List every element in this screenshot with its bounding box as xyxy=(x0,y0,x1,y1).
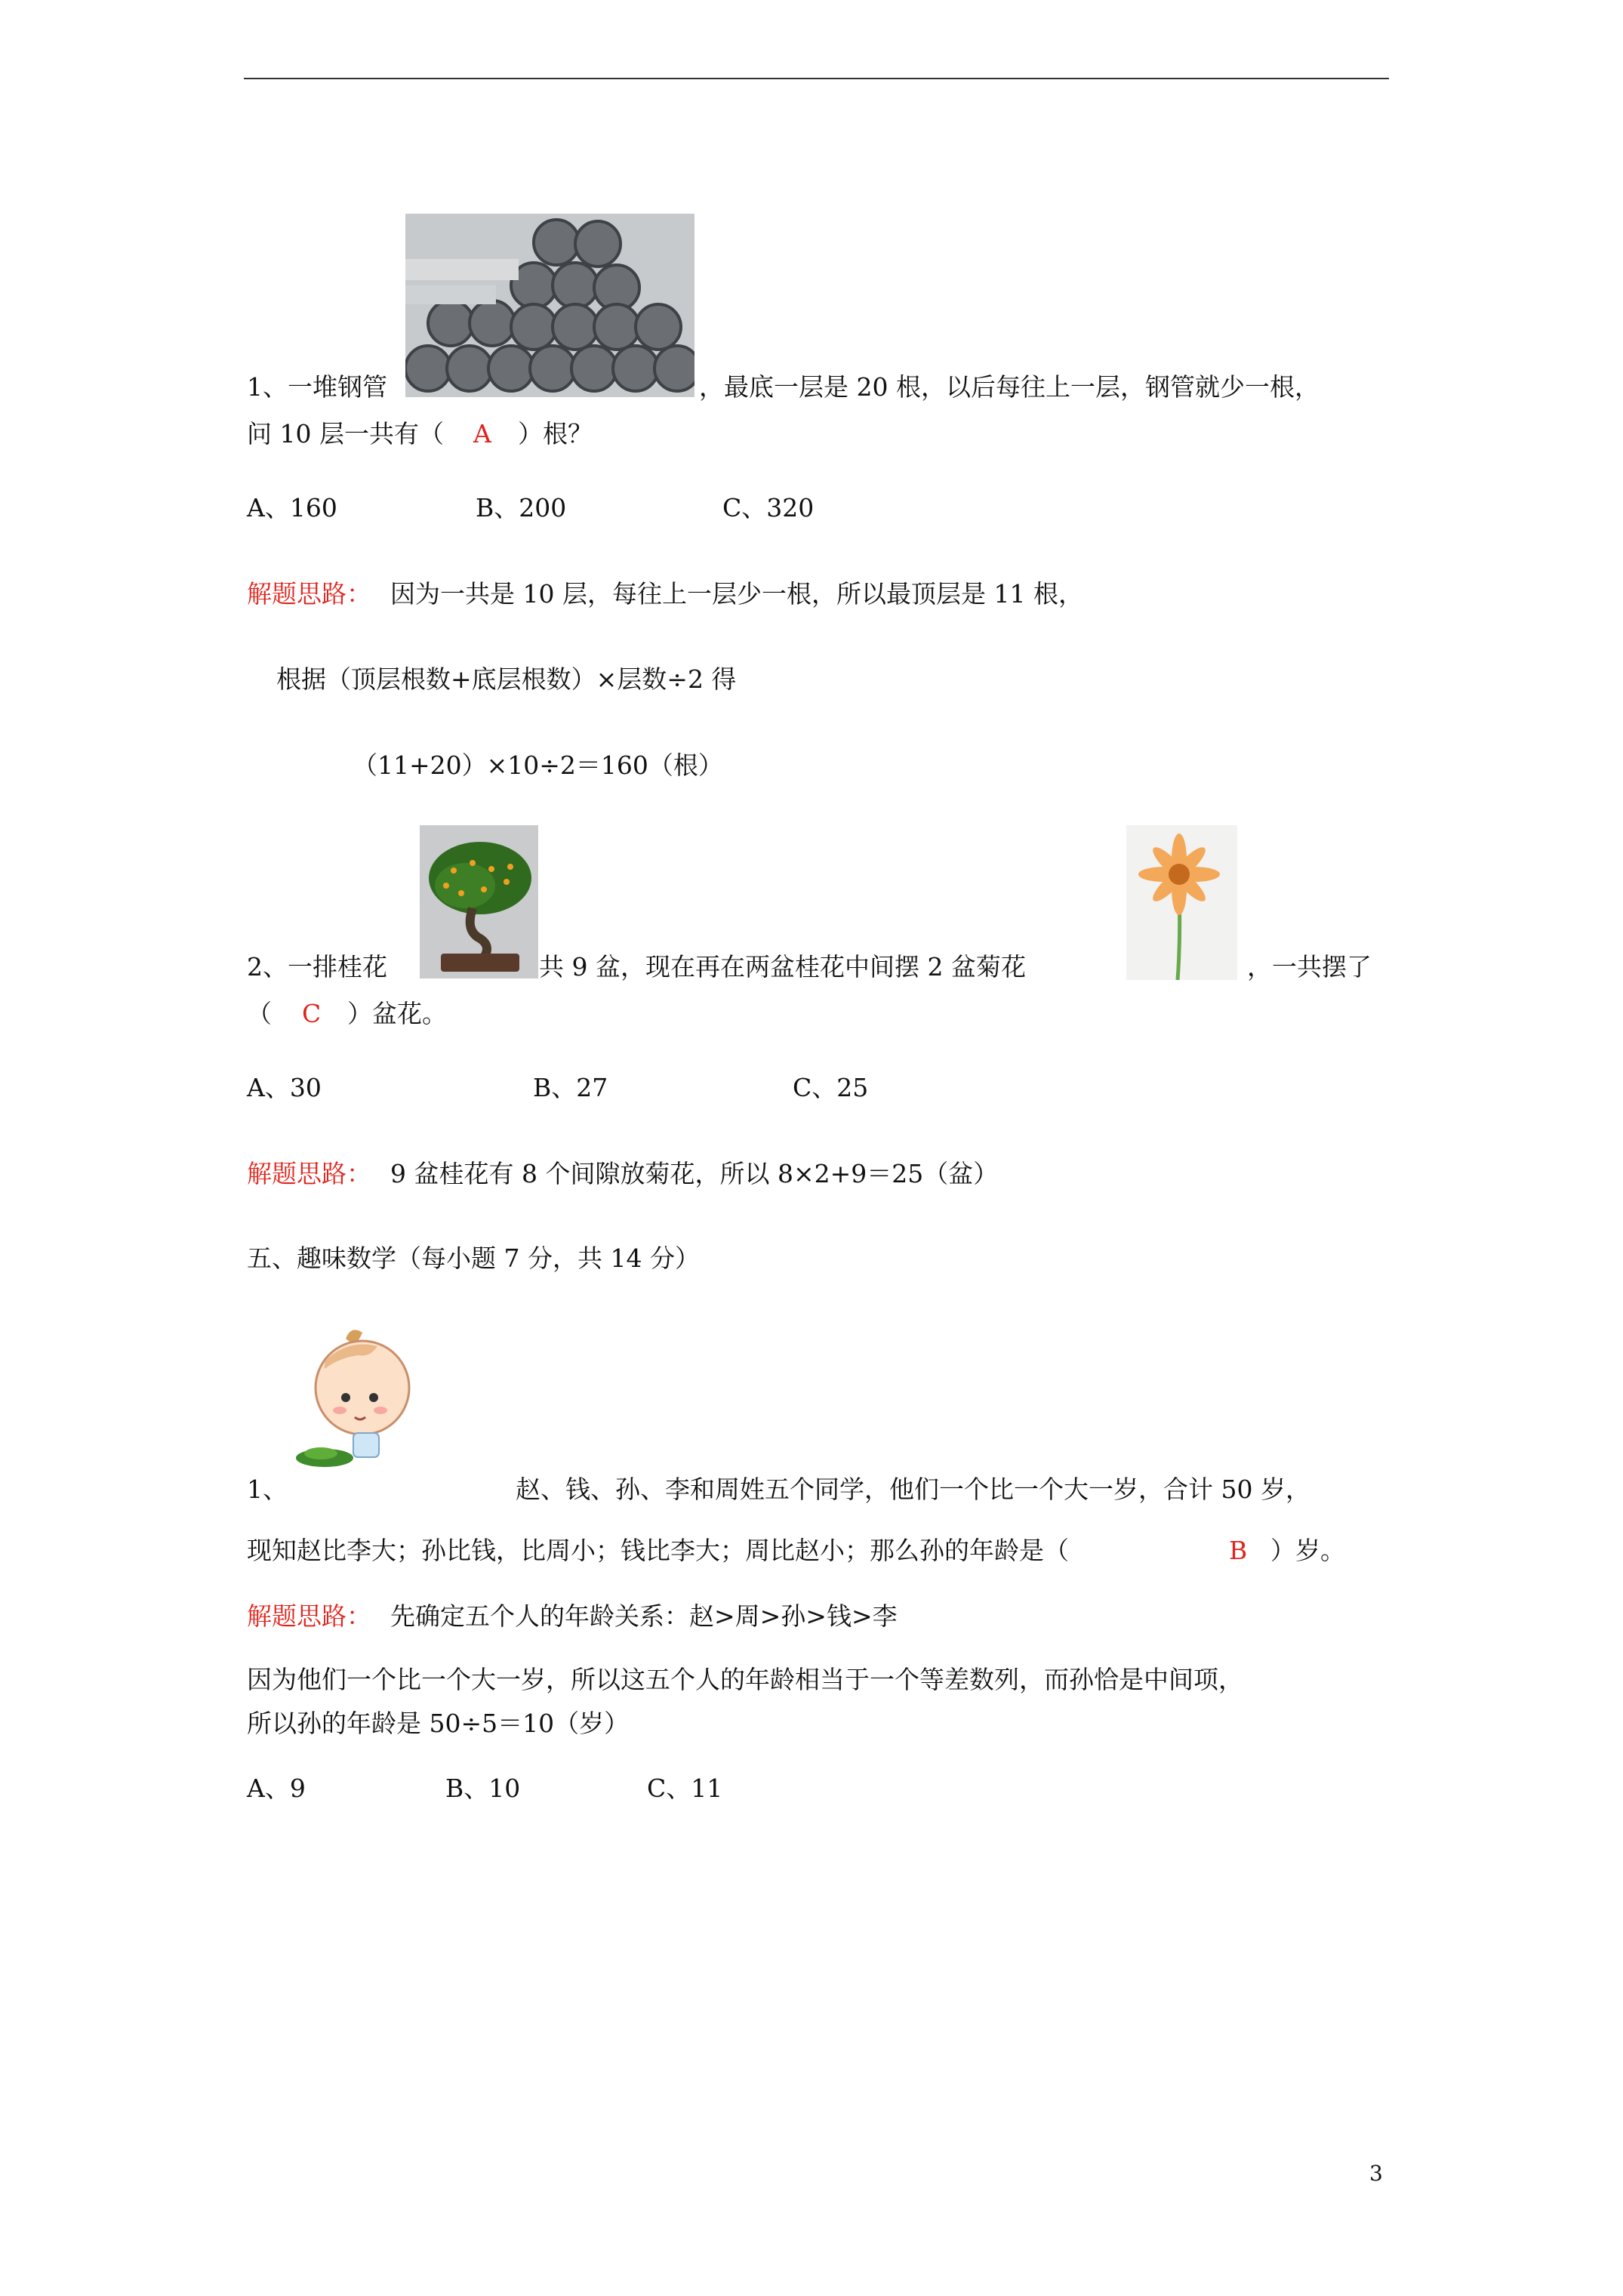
q2-answer: C xyxy=(302,999,322,1028)
q3-explain-line1: 因为他们一个比一个大一岁，所以这五个人的年龄相当于一个等差数列，而孙恰是中间项， xyxy=(247,1665,1243,1694)
q2-line2-suffix: ）盆花。 xyxy=(347,999,447,1028)
q3-hint-label: 解题思路： xyxy=(247,1601,371,1631)
q3-option-c: C、11 xyxy=(647,1774,723,1803)
page-number: 3 xyxy=(1369,2161,1383,2186)
q3-option-a: A、9 xyxy=(247,1774,306,1803)
q2-option-b: B、27 xyxy=(533,1073,608,1102)
q1-line1-suffix: ，最底一层是 20 根，以后每往上一层，钢管就少一根， xyxy=(699,372,1320,402)
q1-line1-prefix: 1、一堆钢管 xyxy=(247,372,387,402)
section5-heading: 五、趣味数学（每小题 7 分，共 14 分） xyxy=(247,1244,700,1273)
q1-hint-text: 因为一共是 10 层，每往上一层少一根，所以最顶层是 11 根， xyxy=(390,579,1083,609)
header-rule xyxy=(244,78,1389,79)
q3-number: 1、 xyxy=(247,1475,288,1504)
q1-line2-suffix: ）根？ xyxy=(518,419,593,448)
cartoon-baby-image xyxy=(287,1324,419,1471)
q1-line2-prefix: 问 10 层一共有（ xyxy=(247,419,444,448)
q2-line1-suffix: ，一共摆了 xyxy=(1247,952,1372,982)
q3-option-b: B、10 xyxy=(445,1774,521,1803)
q1-formula1: 根据（顶层根数+底层根数）×层数÷2 得 xyxy=(276,664,737,694)
q3-line1: 赵、钱、孙、李和周姓五个同学，他们一个比一个大一岁，合计 50 岁， xyxy=(516,1475,1310,1504)
q2-hint-text: 9 盆桂花有 8 个间隙放菊花，所以 8×2+9＝25（盆） xyxy=(390,1159,999,1188)
q3-explain-line2: 所以孙的年龄是 50÷5＝10（岁） xyxy=(247,1709,630,1738)
q1-option-b: B、200 xyxy=(476,493,567,522)
q3-answer: B xyxy=(1229,1536,1248,1565)
q3-hint-text: 先确定五个人的年龄关系：赵>周>孙>钱>李 xyxy=(390,1601,898,1631)
q2-line1-mid: 共 9 盆，现在再在两盆桂花中间摆 2 盆菊花 xyxy=(539,952,1026,982)
osmanthus-bonsai-image xyxy=(420,825,538,978)
q2-hint-label: 解题思路： xyxy=(247,1159,371,1188)
q1-option-a: A、160 xyxy=(247,493,337,522)
chrysanthemum-image xyxy=(1126,825,1237,980)
q1-formula2: （11+20）×10÷2＝160（根） xyxy=(353,750,723,780)
q3-line2-prefix: 现知赵比李大；孙比钱，比周小；钱比李大；周比赵小；那么孙的年龄是（ xyxy=(247,1536,1069,1565)
q1-answer: A xyxy=(473,419,491,448)
q2-line1-prefix: 2、一排桂花 xyxy=(247,952,387,982)
q3-line2-suffix: ）岁。 xyxy=(1270,1536,1345,1565)
q2-option-a: A、30 xyxy=(247,1073,322,1102)
steel-pipes-image xyxy=(405,214,694,397)
q2-line2-prefix: （ xyxy=(247,999,272,1028)
q1-hint-label: 解题思路： xyxy=(247,579,371,609)
q2-option-c: C、25 xyxy=(793,1073,869,1102)
q1-option-c: C、320 xyxy=(722,493,815,522)
